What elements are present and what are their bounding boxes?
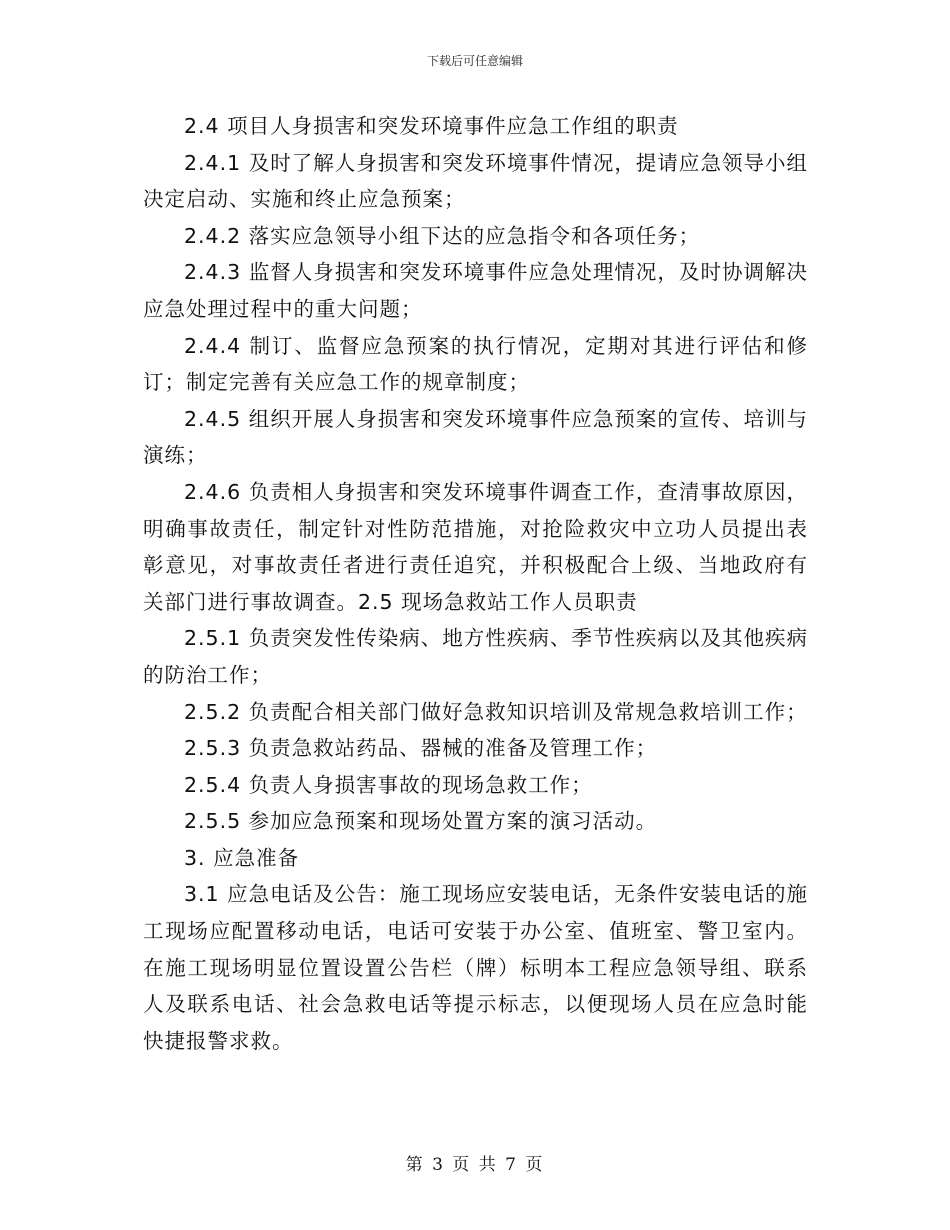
paragraph: 2.4.2 落实应急领导小组下达的应急指令和各项任务； [184,223,701,248]
paragraph: 2.4.4 制订、监督应急预案的执行情况，定期对其进行评估和修订；制定完善有关应急工作的规章制度； [143,333,808,395]
paragraph: 2.4.3 监督人身损害和突发环境事件应急处理情况，及时协调解决应急处理过程中的重大问题； [143,260,808,321]
paragraph: 2.4.5 组织开展人身损害和突发环境事件应急预案的宣传、培训与演练； [143,406,808,468]
document-body [143,108,808,1059]
paragraph: 2.5.3 负责急救站药品、器械的准备及管理工作； [184,736,658,761]
paragraph: 2.5.1 负责突发性传染病、地方性疾病、季节性疾病以及其他疾病的防治工作； [143,626,808,687]
paragraph: 2.4 项目人身损害和突发环境事件应急工作组的职责 [184,114,679,138]
paragraph: 2.5.5 参加应急预案和现场处置方案的演习活动。 [184,809,658,834]
paragraph: 2.4.1 及时了解人身损害和突发环境事件情况，提请应急领导小组决定启动、实施和终止应急预案； [143,150,808,212]
page-number-footer: 第 3 页 共 7 页 [405,1155,545,1175]
paragraph: 2.4.6 负责相人身损害和突发环境事件调查工作，查清事故原因，明确事故责任，制定针对性防范措施，对抢险救灾中立功人员提出表彰意见，对事故责任者进行责任追究，并积极配合上级、当地政府有关部门进行事故调查。2.5 现场急救站工作人员职责 [143,479,808,614]
section-heading: 3. 应急准备 [184,845,300,870]
paragraph: 2.5.4 负责人身损害事故的现场急救工作； [184,772,593,797]
page-header: 下载后可任意编辑 [426,54,523,68]
paragraph: 3.1 应急电话及公告：施工现场应安装电话，无条件安装电话的施工现场应配置移动电话，电话可安装于办公室、值班室、警卫室内。在施工现场明显位置设置公告栏（牌）标明本工程应急领导组、联系人及联系电话、社会急救电话等提示标志，以便现场人员在应急时能快捷报警求救。 [143,882,808,1053]
paragraph: 2.5.2 负责配合相关部门做好急救知识培训及常规急救培训工作； [184,699,808,724]
